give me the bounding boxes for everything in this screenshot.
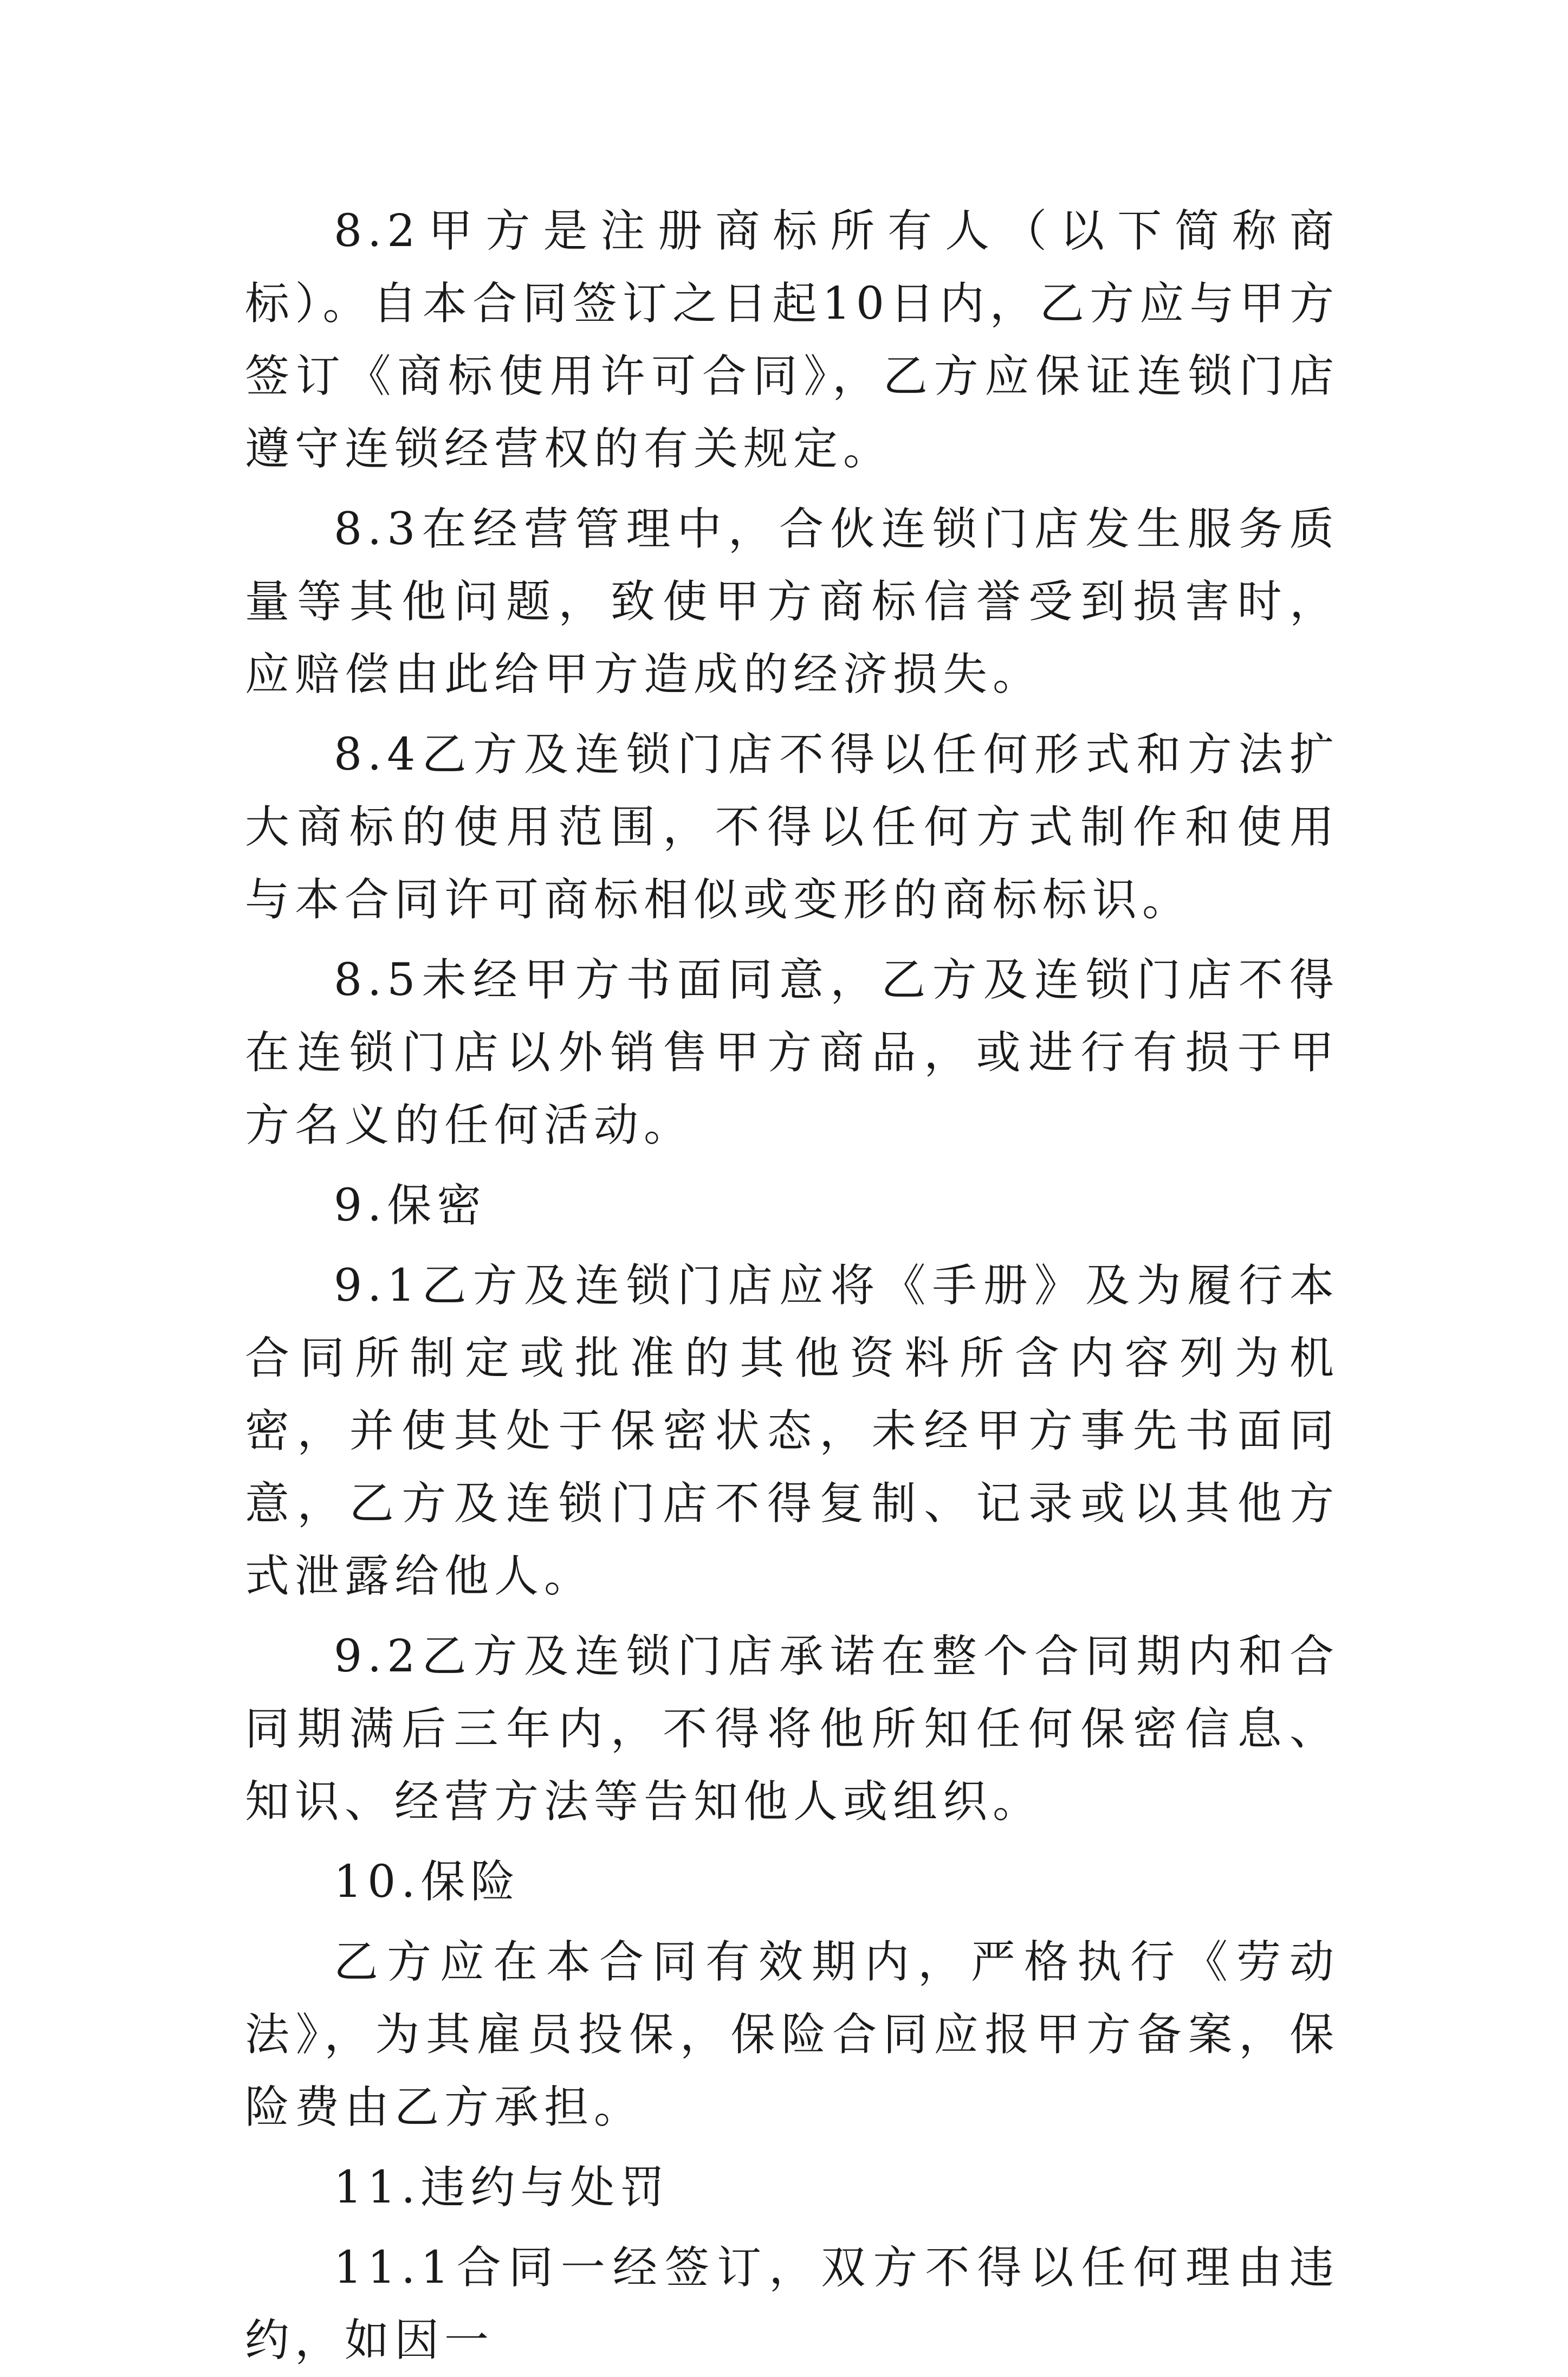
section-heading-9: 9.保密	[334, 1180, 487, 1231]
clause-8-2: 8.2甲方是注册商标所有人（以下简称商标）。自本合同签订之日起10日内，乙方应与甲方签订《商标使用许可合同》，乙方应保证连锁门店遵守连锁经营权的有关规定。	[245, 205, 1339, 475]
clause-8-3: 8.3在经营管理中，合伙连锁门店发生服务质量等其他问题，致使甲方商标信誉受到损害时，应赔偿由此给甲方造成的经济损失。	[245, 503, 1339, 700]
clause-8-4: 8.4乙方及连锁门店不得以任何形式和方法扩大商标的使用范围，不得以任何方式制作和使用与本合同许可商标相似或变形的商标标识。	[245, 729, 1339, 926]
clause-9-2: 9.2乙方及连锁门店承诺在整个合同期内和合同期满后三年内，不得将他所知任何保密信息、知识、经营方法等告知他人或组织。	[245, 1631, 1339, 1827]
clause-8-5: 8.5未经甲方书面同意，乙方及连锁门店不得在连锁门店以外销售甲方商品，或进行有损于甲方名义的任何活动。	[245, 954, 1339, 1151]
section-heading-11: 11.违约与处罚	[334, 2162, 670, 2213]
section-heading-10: 10.保险	[334, 1856, 521, 1908]
clause-10: 乙方应在本合同有效期内，严格执行《劳动法》，为其雇员投保，保险合同应报甲方备案，保险费由乙方承担。	[245, 1936, 1339, 2133]
clause-11-1: 11.1合同一经签订，双方不得以任何理由违约，如因一	[245, 2242, 1339, 2366]
document-body	[245, 195, 1339, 2377]
clause-9-1: 9.1乙方及连锁门店应将《手册》及为履行本合同所制定或批准的其他资料所含内容列为机密，并使其处于保密状态，未经甲方事先书面同意，乙方及连锁门店不得复制、记录或以其他方式泄露给他人。	[245, 1260, 1339, 1602]
